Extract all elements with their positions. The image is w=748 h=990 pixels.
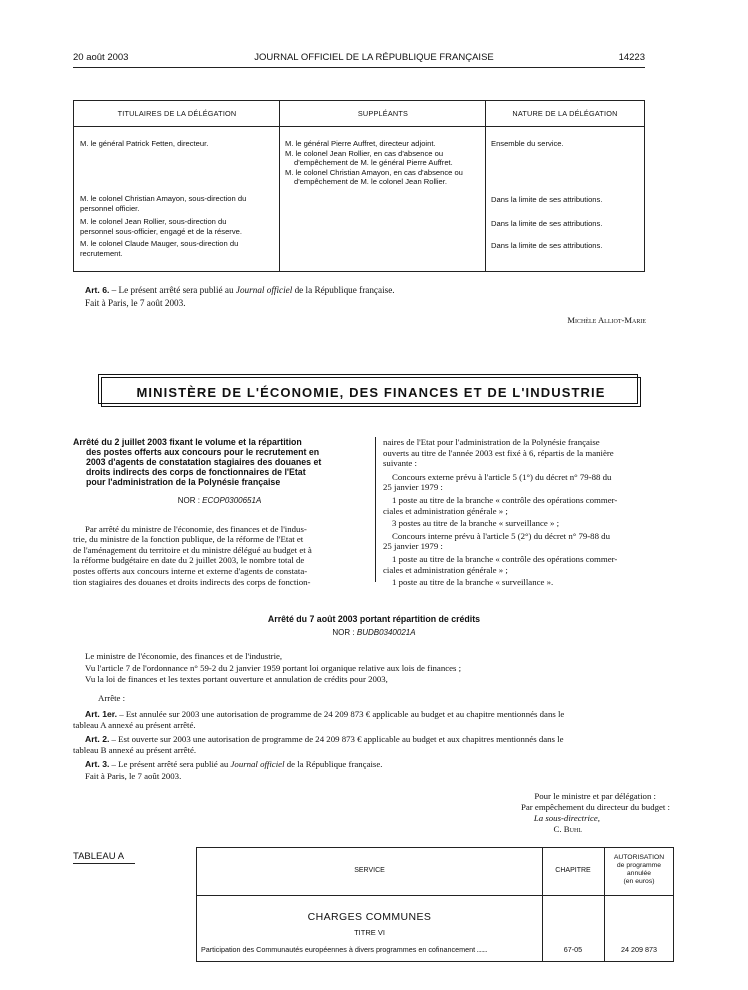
col-header-titulaires: TITULAIRES DE LA DÉLÉGATION: [74, 101, 280, 127]
column-rule: [375, 437, 376, 582]
nature-row-3: Dans la limite de ses attributions.: [491, 219, 603, 228]
tableau-a-underline: [73, 863, 135, 864]
col-header-autorisation: AUTORISATION de programme annulée (en euros): [613, 854, 665, 885]
page-number: 14223: [618, 52, 645, 63]
signature-minister: Michèle Alliot-Marie: [567, 315, 646, 325]
titulaire-fetten: M. le général Patrick Fetten, directeur.: [80, 139, 209, 148]
decree-2-nor: NOR : BUDB0340021A: [332, 628, 416, 637]
col-header-suppleants: SUPPLÉANTS: [280, 101, 486, 127]
tableau-a: [196, 847, 674, 962]
titulaire-rollier: M. le colonel Jean Rollier, sous-direction du personnel sous-officier, engagé et de la réserve.: [80, 217, 242, 236]
decree-1-body-left: Par arrêté du ministre de l'économie, des finances et de l'indus- trie, du ministre de la fonction publique, de la réforme de l'Etat et de l'aménagement du territoire et du ministre délégué au budget et à la réforme budgétaire en date du 2 juillet 2003, le nombre total de postes offerts aux concours interne et externe d'agents de constata- tion stagiaires des douanes et droits indirects des corps de fonction-: [73, 523, 312, 587]
col-header-service: SERVICE: [354, 867, 385, 874]
decree-2-articles: Art. 1er. – Est annulée sur 2003 une autorisation de programme de 24 209 873 € applicable au budget et au chapitre mentionnés dans le tableau A annexé au présent arrêté. Art. 2. – Est ouverte sur 2003 une autorisation de programme de 24 209 873 € applicable au budget et aux chapitres mentionnés dans le tableau B annexé au présent arrêté. Art. 3. – Le présent arrêté sera publié au Journal officiel de la République française. Fait à Paris, le 7 août 2003.: [73, 709, 565, 781]
delegation-table: [73, 100, 645, 272]
titulaire-mauger: M. le colonel Claude Mauger, sous-direction du recrutement.: [80, 239, 239, 258]
table-header-rule: [197, 895, 673, 896]
row-amount: 24 209 873: [621, 945, 657, 954]
article-6: Art. 6. – Le présent arrêté sera publié au Journal officiel de la République française.: [85, 285, 395, 295]
col-header-nature: NATURE DE LA DÉLÉGATION: [486, 101, 644, 127]
fait-a-paris-1: Fait à Paris, le 7 août 2003.: [85, 298, 186, 308]
row-chapitre: 67-05: [563, 945, 583, 954]
header-date: 20 août 2003: [73, 52, 129, 63]
nature-row-4: Dans la limite de ses attributions.: [491, 241, 603, 250]
table-divider: [485, 101, 486, 271]
decree-1-right-column: naires de l'Etat pour l'administration de la Polynésie française ouverts au titre de l'année 2003 est fixé à 6, répartis de la manière suivante : Concours externe prévu à l'article 5 (1°) du décret n° 79-88 du 25 janvier 1979 : 1 poste au titre de la branche « contrôle des opérations commer- ciales et administration générale » ; 3 postes au titre de la branche « surveillance » ; Concours interne prévu à l'article 5 (2°) du décret n° 79-88 du 25 janvier 1979 : 1 poste au titre de la branche « contrôle des opérations commer- ciales et administration générale » ; 1 poste au titre de la branche « surveillance ».: [383, 437, 618, 588]
suppleants-list: M. le général Pierre Auffret, directeur adjoint. M. le colonel Jean Rollier, en cas d'absence ou d'empêchement de M. le général Pierre Auffret. M. le colonel Christian Amayon, en cas d'absence ou d'empêchement de M. le colonel Jean Rollier.: [285, 139, 463, 186]
titre-vi: TITRE VI: [354, 928, 385, 937]
decree-2-title: Arrêté du 7 août 2003 portant répartition de crédits: [267, 614, 481, 624]
nature-row-1: Ensemble du service.: [491, 139, 564, 148]
nature-row-2: Dans la limite de ses attributions.: [491, 195, 603, 204]
section-charges-communes: CHARGES COMMUNES: [307, 911, 432, 923]
decree-2-signature: Pour le ministre et par délégation : Par empêchement du directeur du budget : La sous-directrice, C. Buhl: [520, 791, 670, 834]
decree-2-preamble: Le ministre de l'économie, des finances et de l'industrie, Vu l'article 7 de l'ordonnance n° 59-2 du 2 janvier 1959 portant loi organique relative aux lois de finances ; Vu la loi de finances et les textes portant ouverture et annulation de crédits pour 2003,: [85, 651, 462, 684]
ministry-banner: MINISTÈRE DE L'ÉCONOMIE, DES FINANCES ET DE L'INDUSTRIE: [101, 377, 641, 407]
decree-1-title: Arrêté du 2 juillet 2003 fixant le volume et la répartition des postes offerts aux concours pour le recrutement en 2003 d'agents de constatation stagiaires des douanes et droits indirects des corps de fonctionnaires de l'Etat pour l'administration de la Polynésie française: [73, 437, 322, 487]
decree-1-left-column: [73, 437, 366, 587]
row-participation-label: Participation des Communautés européennes à divers programmes en cofinancement .......: [201, 945, 488, 954]
col-header-chapitre: CHAPITRE: [555, 867, 591, 874]
decree-1-nor: NOR : ECOP0300651A: [177, 496, 262, 505]
arrete-label: Arrête :: [98, 693, 126, 703]
tableau-a-label: TABLEAU A: [73, 851, 125, 862]
journal-title: JOURNAL OFFICIEL DE LA RÉPUBLIQUE FRANÇAISE: [254, 52, 494, 63]
titulaire-amayon: M. le colonel Christian Amayon, sous-direction du personnel officier.: [80, 194, 247, 213]
header-rule: [73, 67, 645, 68]
table-divider: [279, 101, 280, 271]
